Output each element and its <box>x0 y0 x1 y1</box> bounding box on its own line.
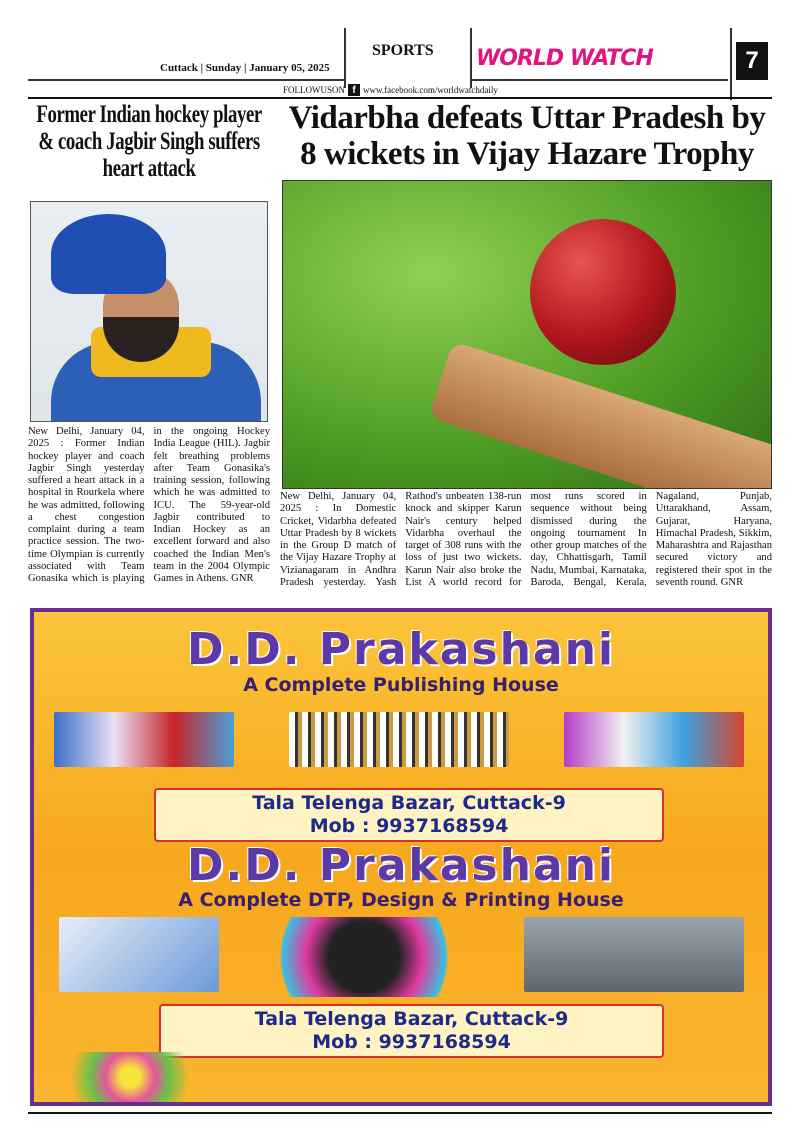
divider <box>470 79 728 81</box>
jagbir-singh-photo <box>30 201 268 422</box>
ad-address: Tala Telenga Bazar, Cuttack-9 <box>252 792 566 814</box>
ad-phone[interactable]: Mob : 9937168594 <box>309 815 509 837</box>
story2-headline: Vidarbha defeats Uttar Pradesh by 8 wickets in Vijay Hazare Trophy <box>288 100 766 173</box>
ad-address: Tala Telenga Bazar, Cuttack-9 <box>254 1008 569 1030</box>
follow-label: FOLLOWUSON <box>283 85 345 95</box>
divider <box>28 97 772 99</box>
cricket-bat-ball-photo <box>282 180 772 489</box>
facebook-icon: f <box>348 84 360 96</box>
ad-brand: D.D. Prakashani <box>187 624 615 675</box>
printing-press-image <box>524 917 744 992</box>
ad-brand: D.D. Prakashani <box>187 840 615 891</box>
facebook-link[interactable]: www.facebook.com/worldwatchdaily <box>363 85 498 95</box>
books-image <box>564 712 744 767</box>
story1-headline: Former Indian hockey player & coach Jagbir Singh suffers heart attack <box>36 101 262 182</box>
divider <box>28 79 344 81</box>
flowers-decoration <box>34 1052 194 1102</box>
story1-body: New Delhi, January 04, 2025 : Former Indian hockey player and coach Jagbir Singh yesterday suffered a heart attack in a hospital in Rourkela where he was admitted, following a chest congestion complaint during a team practice session. The two-time Olympian is currently associated with Team Gonasika which is playing in the ongoing Hockey India League (HIL). Jagbir felt breathing problems after Team Gonasika's training session, following which he was admitted to ICU. The 59-year-old Jagbir contributed to Indian Hockey as an excellent forward and also coached the Indian Men's team in the 2004 Olympic Games in Athens. GNR <box>28 426 270 584</box>
story2-body: New Delhi, January 04, 2025 : In Domestic Cricket, Vidarbha defeated Uttar Pradesh by 8 wickets in the Group D match of the Vijay Hazare Trophy at Vizianagaram in Andhra Pradesh yesterday. Yash Rathod's unbeaten 138-run knock and skipper Karun Nair's century helped Vidarbha overhaul the target of 308 runs with the loss of just two wickets. Karun Nair also broke the List A world record for most runs scored in sequence without being dismissed during the ongoing tournament In other group matches of the day, Chhattisgarh, Tamil Nadu, Mumbai, Karnataka, Baroda, Bengal, Kerala, Nagaland, Punjab, Uttarakhand, Assam, Gujarat, Haryana, Himachal Pradesh, Sikkim, Maharashtra and Rajasthan secured victory and registered their spot in the seventh round. GNR <box>280 491 772 588</box>
divider <box>344 28 346 88</box>
ad-tagline: A Complete DTP, Design & Printing House <box>178 889 624 911</box>
divider <box>730 28 732 100</box>
designer-illustration <box>59 917 219 992</box>
newspaper-logo: WORLD WATCH <box>476 46 653 71</box>
books-image <box>54 712 234 767</box>
ad-phone[interactable]: Mob : 9937168594 <box>312 1031 511 1053</box>
magazines-image <box>289 712 509 767</box>
section-title: SPORTS <box>372 42 434 59</box>
social-follow <box>283 84 498 96</box>
dateline: Cuttack | Sunday | January 05, 2025 <box>160 62 330 74</box>
ad-contact-box <box>154 788 664 842</box>
page-number: 7 <box>736 42 768 80</box>
ad-tagline: A Complete Publishing House <box>243 674 559 696</box>
ad-contact-box <box>159 1004 664 1058</box>
divider <box>28 1112 772 1114</box>
graphic-design-image <box>254 917 474 997</box>
advertisement <box>30 608 772 1106</box>
